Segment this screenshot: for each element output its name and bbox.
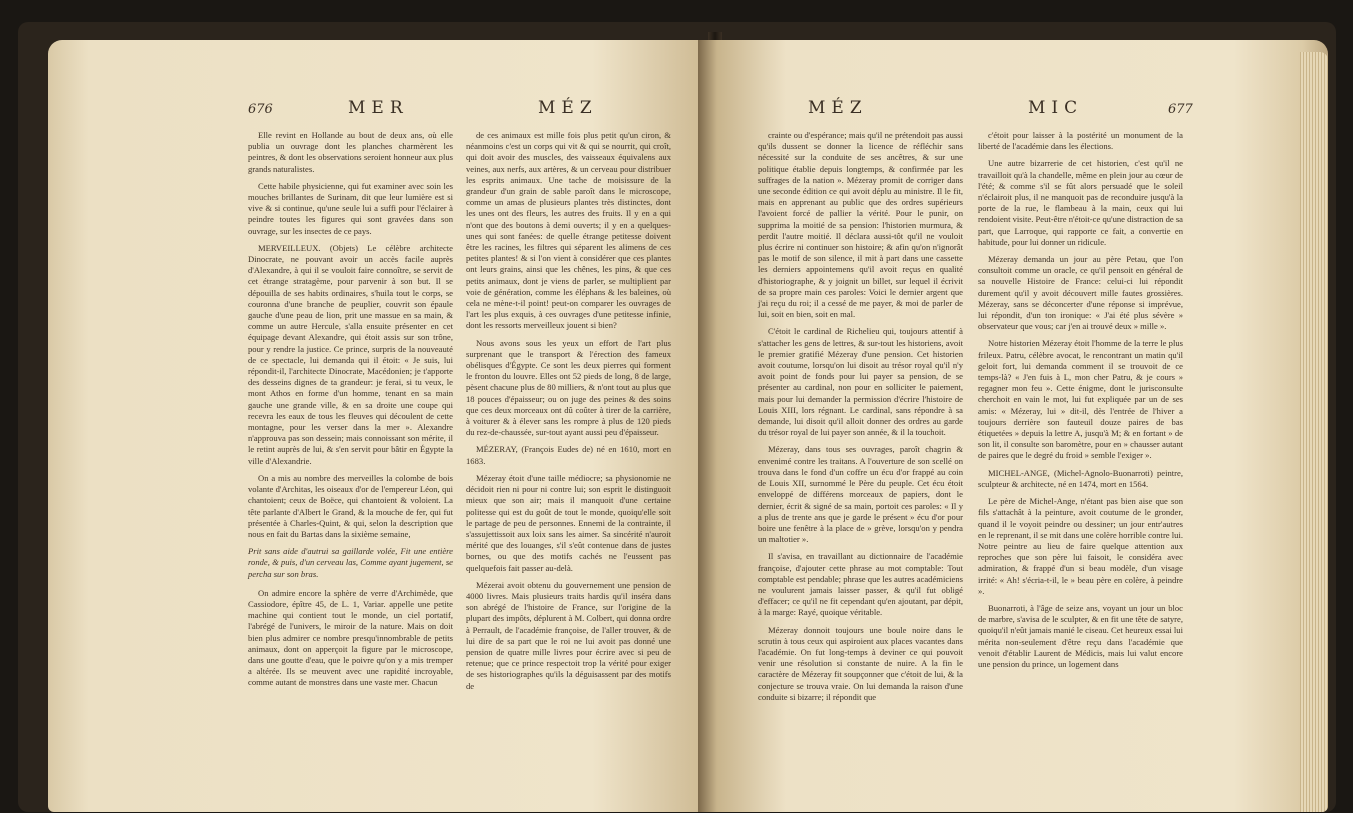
right-page-number: 677 xyxy=(1168,102,1193,117)
paragraph: C'étoit le cardinal de Richelieu qui, toujours attentif à s'attacher les gens de lettres, & sur-tout les historiens, avoit le premier gratifié Mézeray d'une pension. Cet historien avoit coutume, lorsqu'on lui disoit au trésor royal qu'il n'y avoit point de fonds pour lui payer sa pension, de se présenter au cardinal, non pour en solliciter le paiement, mais pour lui demander la permission d'écrire l'histoire de Louis XIII, lors régnant. Le cardinal, sans répondre à sa demande, lui disoit qu'il alloit donner des ordres au garde du trésor royal de lui payer son année, & il la touchoit. xyxy=(758,326,963,438)
paragraph: Mézeray demanda un jour au père Petau, que l'on consultoit comme un oracle, ce qu'il pensoit en général de sa nouvelle Histoire de France: celui-ci lui répondit durement qu'il y avoit découvert mille fautes grossières. Mézeray, sans se déconcerter d'une réponse si imprévue, lui répondit, d'un ton ironique: « J'ai été plus sévère » observateur que vous; car j'en ai trouvé deux » mille ». xyxy=(978,254,1183,332)
right-column-2 xyxy=(978,130,1183,792)
paragraph: Mézeray étoit d'une taille médiocre; sa physionomie ne décidoit rien ni pour ni contre lui; son esprit le distinguoit mieux que son air; mais il manquoit d'une certaine politesse qui est du goût de tout le monde, quoiqu'elle soit le partage de peu de personnes. Ennemi de la contrainte, il s'assujettissoit aux loix sans les aimer. Sa sincérité n'auroit mérité que des louanges, s'il s'eût contenue dans de justes bornes, ou que des motifs cachés ne l'eussent pas quelquefois fait passer au-delà. xyxy=(466,472,671,573)
paragraph: MERVEILLEUX. (Objets) Le célèbre architecte Dinocrate, ne pouvant avoir un accès facile auprès d'Alexandre, à qui il se vouloit faire connoître, se servit de cet étrange stratagème, pour parvenir à son but. Il se dépouilla de ses habits ordinaires, s'huila tout le corps, se couronna d'une branche de peuplier, couvrit son épaule gauche d'une peau de lion, prit une massue en sa main, & comme un autre Hercule, s'alla ensuite présenter en cet équipage devant Alexandre, qui étoit assis sur son trône, pour y rendre la justice. Ce prince, surpris de la nouveauté de ce spectacle, lui demanda qui il étoit: « Je suis, lui répondit-il, l'architecte Dinocrate, Macédonien; je t'apporte des desseins dignes de ta grandeur: je ferai, si tu veux, le mont Athos en forme d'un homme, tenant en sa main gauche une grande ville, & en sa droite une coupe qui recevra les eaux de tous les fleuves qui découlent de cette montagne, pour les verser dans la mer ». Alexandre n'approuva pas son dessein; mais connoissant son mérite, il le retint auprès de lui, & s'en servit pour bâtir en Égypte la ville d'Alexandrie. xyxy=(248,242,453,466)
paragraph: Le père de Michel-Ange, n'étant pas bien aise que son fils s'attachât à la peinture, avoit coutume de le gronder, quand il le voyoit peindre ou dessiner; un jour entr'autres en le reprenant, il se mit dans une colère horrible contre lui. Notre peintre au lieu de faire quelque attention aux reproches que son père lui faisoit, le considéra avec admiration, & frappé d'un si beau modèle, d'un visage irrité: « Ah! s'écria-t-il, le » beau père en colère, à peindre ». xyxy=(978,496,1183,596)
left-header-secondary: MÉZ xyxy=(538,98,598,118)
paragraph: c'étoit pour laisser à la postérité un monument de la liberté de l'académie dans les élections. xyxy=(978,130,1183,152)
left-page-number: 676 xyxy=(248,102,273,117)
paragraph: Mézeray, dans tous ses ouvrages, paroît chagrin & envenimé contre les traitans. A l'ouverture de son scellé on trouva dans le fond d'un coffre un écu d'or frappé au coin de Louis XII, surnommé le Père du peuple. Cet écu étoit enveloppé de différens morceaux de papiers, dont le dernier, écrit & signé de sa main, portoit ces paroles: « Il y a plus de trente ans que je garde le présent » écu d'or pour boire une fenêtre à la place de » grève, lorsqu'on y pendra un maltotier ». xyxy=(758,444,963,545)
page-edges xyxy=(1300,52,1328,812)
paragraph: Buonarroti, à l'âge de seize ans, voyant un jour un bloc de marbre, s'avisa de le sculpter, & en fit une tête de satyre, quoiqu'il n'eût jamais manié le ciseau. Cet heureux essai lui mérita non-seulement d'être reçu dans l'académie que venoit d'établir Laurent de Médicis, mais lui valut encore une pension du prince, un logement dans xyxy=(978,602,1183,669)
entry-heading: MICHEL-ANGE, (Michel-Agnolo-Buonarroti) peintre, sculpteur & architecte, né en 1474, mort en 1564. xyxy=(978,467,1183,489)
paragraph: Mézeray donnoit toujours une boule noire dans le scrutin à tous ceux qui aspiroient aux places vacantes dans l'académie. On fut long-temps à deviner ce qui pouvoit venir une résolution si constante de nuire. A la fin le caractère de Mézeray fit soupçonner que c'étoit de lui, & la conjecture se trouva vraie. On lui demanda la raison d'une conduite si bizarre; il répondit que xyxy=(758,624,963,702)
paragraph: de ces animaux est mille fois plus petit qu'un ciron, & néanmoins c'est un corps qui vit & qui se nourrit, qui croît, qui doit avoir des muscles, des vaisseaux équivalens aux veines, aux nerfs, aux artères, & un cerveau pour distribuer les esprits animaux. Une tache de moisissure de la grandeur d'un grain de sable paroît dans le microscope, comme un amas de plusieurs plantes très distinctes, dont les unes ont des fleurs, les autres des fruits. Il y en a qui n'ont que des boutons à demi ouverts; il y en a quelques-unes qui sont fanées: de quelle étrange petitesse doivent être les racines, les filtres qui séparent les alimens de ces petites plantes! & si l'on vient à considérer que ces plantes ont leurs grains, ainsi que les chênes, les pins, & que ces petits animaux, dont je viens de parler, se multiplient par voie de génération, comme les éléphans & les baleines, où cela ne mène-t-il point! peut-on comparer les ouvrages de l'art les plus exquis, à ces ouvrages d'une petitesse infinie, dont les ressorts merveilleux jouent si bien? xyxy=(466,130,671,331)
open-book xyxy=(18,22,1336,812)
paragraph: Cette habile physicienne, qui fut examiner avec soin les mouches brillantes de Surinam, dit que leur lumière est si vive & si continue, qu'une seule lui a suffi pour l'éclairer à peindre toutes les figures qui sont gravées dans son ouvrage, sur les insectes de ce pays. xyxy=(248,180,453,236)
left-page xyxy=(48,40,728,812)
verse-quote: Prit sans aide d'autrui sa gaillarde volée, Fit une entière ronde, & puis, d'un cerveau las, Comme ayant jugement, se percha sur son bras. xyxy=(248,546,453,579)
entry-heading: MÉZERAY, (François Eudes de) né en 1610, mort en 1683. xyxy=(466,444,671,466)
paragraph: Elle revint en Hollande au bout de deux ans, où elle publia un ouvrage dont les planches charmèrent les peintres, & dont les observations seroient honneur aux plus grands naturalistes. xyxy=(248,130,453,174)
left-column-1 xyxy=(248,130,453,792)
paragraph: Notre historien Mézeray étoit l'homme de la terre le plus frileux. Patru, célèbre avocat, le rencontrant un matin qu'il geloit fort, lui demanda comment il se trouvoit de ce temps-là? « J'en fuis à L, mon cher Patru, & je cours » regagner mon feu ». Cette énigme, dont le jurisconsulte cherchoit en vain le mot, lui fut expliquée par un de ses amis: « Mézeray, lui » dit-il, dès l'entrée de l'hiver a toujours derrière son fauteuil douze paires de bas étiquetées » depuis la lettre A, jusqu'à M; & en fortant » de son lit, il consulte son baromètre, pour en » chausser autant de paires que le degré du froid » semble l'exiger ». xyxy=(978,338,1183,461)
left-header-primary: MER xyxy=(348,98,409,118)
right-header-secondary: MIC xyxy=(1028,98,1084,118)
paragraph: Il s'avisa, en travaillant au dictionnaire de l'académie françoise, d'ajouter cette phrase au mot comptable: Tout comptable est pendable; phrase que les autres académiciens ne voulurent jamais laisser passer, & qu'il fut obligé d'effacer; ce qu'il ne fit cependant qu'en ajoutant, par dépit, à la marge: Rayé, quoique véritable. xyxy=(758,551,963,618)
paragraph: crainte ou d'espérance; mais qu'il ne prétendoit pas aussi qu'ils dussent se donner la licence de réfléchir sans nécessité sur la conduite de ses ancêtres, & sur une politique établie depuis longtemps, & confirmée par les suffrages de la nation ». Mézeray promit de corriger dans une seconde édition ce qui avoit déplu au ministre. Il le fit, mais en apprenant au public que des ordres supérieurs l'avoient forcé de pallier la vérité. Pour le punir, on supprima la moitié de sa pension: l'historien murmura, & perdit l'autre moitié. Il déclara aussi-tôt qu'il ne vouloit plus écrire ni continuer son histoire; & afin qu'on n'ignorât pas le motif de son silence, il mit à part dans une cassette les derniers appointemens qu'il avoit reçus en qualité d'historiographe, & y joignit un billet, sur lequel il écrivit de sa propre main ces paroles: Voici le dernier argent que j'ai reçu du roi; il a cessé de me payer, & moi de parler de lui, soit en bien, soit en mal. xyxy=(758,130,963,320)
right-column-1 xyxy=(758,130,963,792)
right-page xyxy=(698,40,1328,812)
right-header-primary: MÉZ xyxy=(808,98,868,118)
paragraph: Nous avons sous les yeux un effort de l'art plus surprenant que le transport & l'érection des fameux obélisques d'Égypte. Ce sont les deux pierres qui forment le fronton du louvre. Elles ont 52 pieds de long, 8 de large, pèsent chacune plus de 80 milliers, & n'ont tout au plus que 18 pouces d'épaisseur; ou on juge des peines & des soins que ces deux morceaux ont dû coûter à tirer de la carrière, à voiturer & à élever sans les rompre à plus de 120 pieds du rez-de-chaussée, sur-tout ayant aussi peu d'épaisseur. xyxy=(466,337,671,438)
paragraph: Mézerai avoit obtenu du gouvernement une pension de 4000 livres. Mais plusieurs traits hardis qu'il inséra dans son abrégé de l'histoire de France, sur l'origine de la plupart des impôts, déplurent à M. Colbert, qui donna ordre à Perrault, de l'académie françoise, de l'aller trouver, & de lui dire de sa part que le roi ne lui avoit pas donné une pension de quatre mille livres pour écrire avec si peu de retenue; que ce prince respectoit trop la vérité pour exiger de ses historiographes qu'ils la déguisassent par des motifs de xyxy=(466,579,671,691)
left-column-2 xyxy=(466,130,671,792)
paragraph: On admire encore la sphère de verre d'Archimède, que Cassiodore, épître 45, de L. 1, Variar. appelle une petite machine qui contient tout le monde, un ciel portatif, l'abrégé de l'univers, le miroir de la nature. Mais on doit bien plus admirer ce nombre presqu'innombrable de petits animaux, dont on apperçoit la figure par le microscope, dans une goutte d'eau, que le poivre qu'on y a mis tremper a altérée. Ils se meuvent avec une rapidité incroyable, comme autant de monstres dans une vaste mer. Chacun xyxy=(248,587,453,688)
paragraph: On a mis au nombre des merveilles la colombe de bois volante d'Architas, les oiseaux d'or de l'empereur Léon, qui chantoient; ceux de Boëce, qui chantoient & voloient. La tête parlante d'Albert le Grand, & la mouche de fer, qui fut présentée à Charles-Quint, & qui, selon la description que nous en fait du Bartas dans la sixième semaine, xyxy=(248,472,453,539)
paragraph: Une autre bizarrerie de cet historien, c'est qu'il ne travailloit qu'à la chandelle, même en plein jour au cœur de l'été; & comme s'il se fût alors persuadé que le soleil n'éclairoit plus, il ne manquoit pas de reconduire jusqu'à la porte de la rue, le flambeau à la main, ceux qui lui rendoient visite. Peut-être n'étoit-ce qu'une distraction de sa part, que Larroque, qui rapporte ce fait, a convertie en habitude, pour lui donner un ridicule. xyxy=(978,158,1183,247)
